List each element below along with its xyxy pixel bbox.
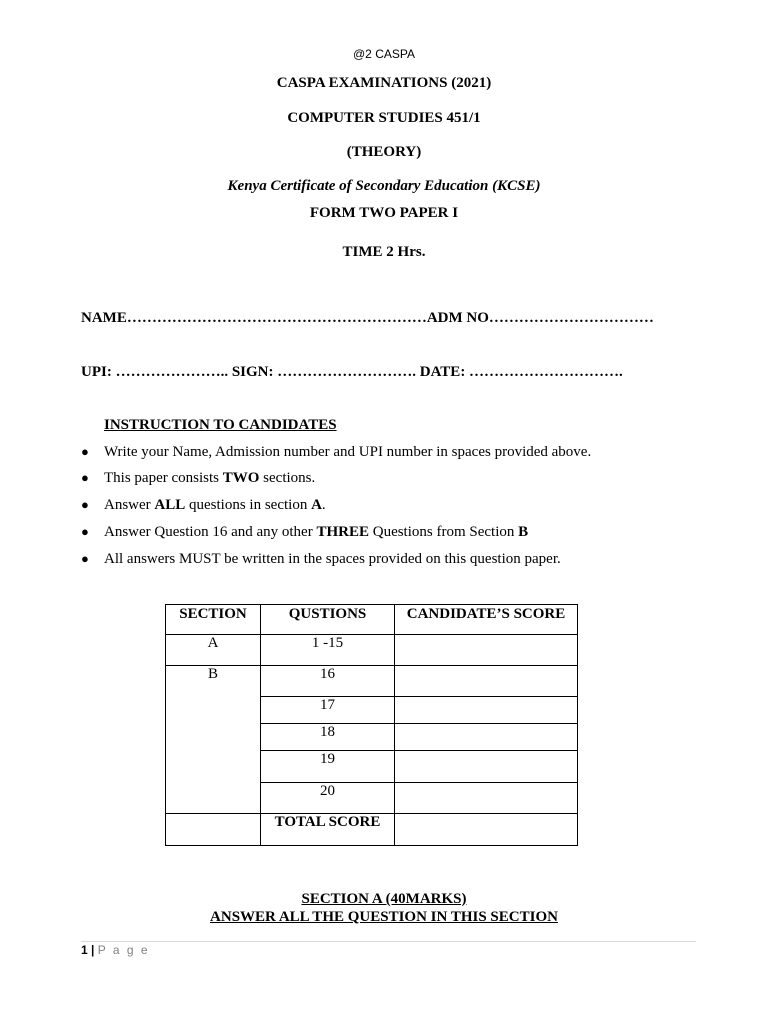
score-table	[165, 604, 578, 846]
total-score-cell[interactable]	[395, 814, 578, 846]
exam-time: TIME 2 Hrs.	[342, 244, 426, 260]
bullet-icon: ●	[81, 444, 89, 459]
score-cell[interactable]	[395, 697, 578, 724]
question-cell: 1 -15	[261, 635, 395, 666]
footer-divider	[81, 941, 696, 942]
bullet-icon: ●	[81, 497, 89, 512]
table-row	[166, 666, 578, 697]
header-questions: QUSTIONS	[261, 605, 395, 635]
instruction-item: ● Answer ALL questions in section A.	[81, 497, 326, 513]
certificate-title: Kenya Certificate of Secondary Education (KCSE)	[227, 178, 541, 194]
page-number: 1	[81, 943, 88, 957]
section-a-instruction: ANSWER ALL THE QUESTION IN THIS SECTION	[210, 909, 558, 925]
score-cell[interactable]	[395, 666, 578, 697]
question-cell: 17	[261, 697, 395, 724]
page-footer	[81, 943, 150, 957]
question-cell: 18	[261, 724, 395, 751]
section-cell: A	[166, 635, 261, 666]
instructions-heading: INSTRUCTION TO CANDIDATES	[104, 417, 337, 433]
score-cell[interactable]	[395, 783, 578, 814]
name-adm-field[interactable]: NAME……………………………………………………ADM NO……………………………	[81, 310, 654, 326]
score-cell[interactable]	[395, 724, 578, 751]
total-score-label: TOTAL SCORE	[261, 814, 395, 846]
question-cell: 16	[261, 666, 395, 697]
form-paper: FORM TWO PAPER I	[309, 205, 459, 221]
page-label: P a g e	[97, 943, 150, 957]
bullet-icon: ●	[81, 551, 89, 566]
question-cell: 20	[261, 783, 395, 814]
bullet-icon: ●	[81, 524, 89, 539]
section-a-heading	[0, 890, 768, 926]
upi-sign-date-field[interactable]: UPI: ………………….. SIGN: ………………………. DATE: ………………………….	[81, 364, 623, 380]
score-cell[interactable]	[395, 751, 578, 783]
exam-title: CASPA EXAMINATIONS (2021)	[276, 75, 492, 91]
paper-type: (THEORY)	[346, 144, 422, 160]
header-section: SECTION	[166, 605, 261, 635]
table-header-row	[166, 605, 578, 635]
instruction-item: ● All answers MUST be written in the spaces provided on this question paper.	[81, 551, 561, 567]
total-row	[166, 814, 578, 846]
subject-title: COMPUTER STUDIES 451/1	[287, 110, 481, 126]
empty-cell	[166, 814, 261, 846]
header-watermark: @2 CASPA	[353, 47, 415, 61]
section-cell: B	[166, 666, 261, 814]
question-cell: 19	[261, 751, 395, 783]
section-a-title: SECTION A (40MARKS)	[301, 891, 467, 907]
instruction-item: ● Answer Question 16 and any other THREE Questions from Section B	[81, 524, 529, 540]
score-cell[interactable]	[395, 635, 578, 666]
table-row	[166, 635, 578, 666]
instruction-item: ● This paper consists TWO sections.	[81, 470, 316, 486]
instruction-item: ● Write your Name, Admission number and UPI number in spaces provided above.	[81, 444, 592, 460]
header-score: CANDIDATE’S SCORE	[395, 605, 578, 635]
bullet-icon: ●	[81, 470, 89, 485]
footer-separator: |	[91, 943, 95, 957]
